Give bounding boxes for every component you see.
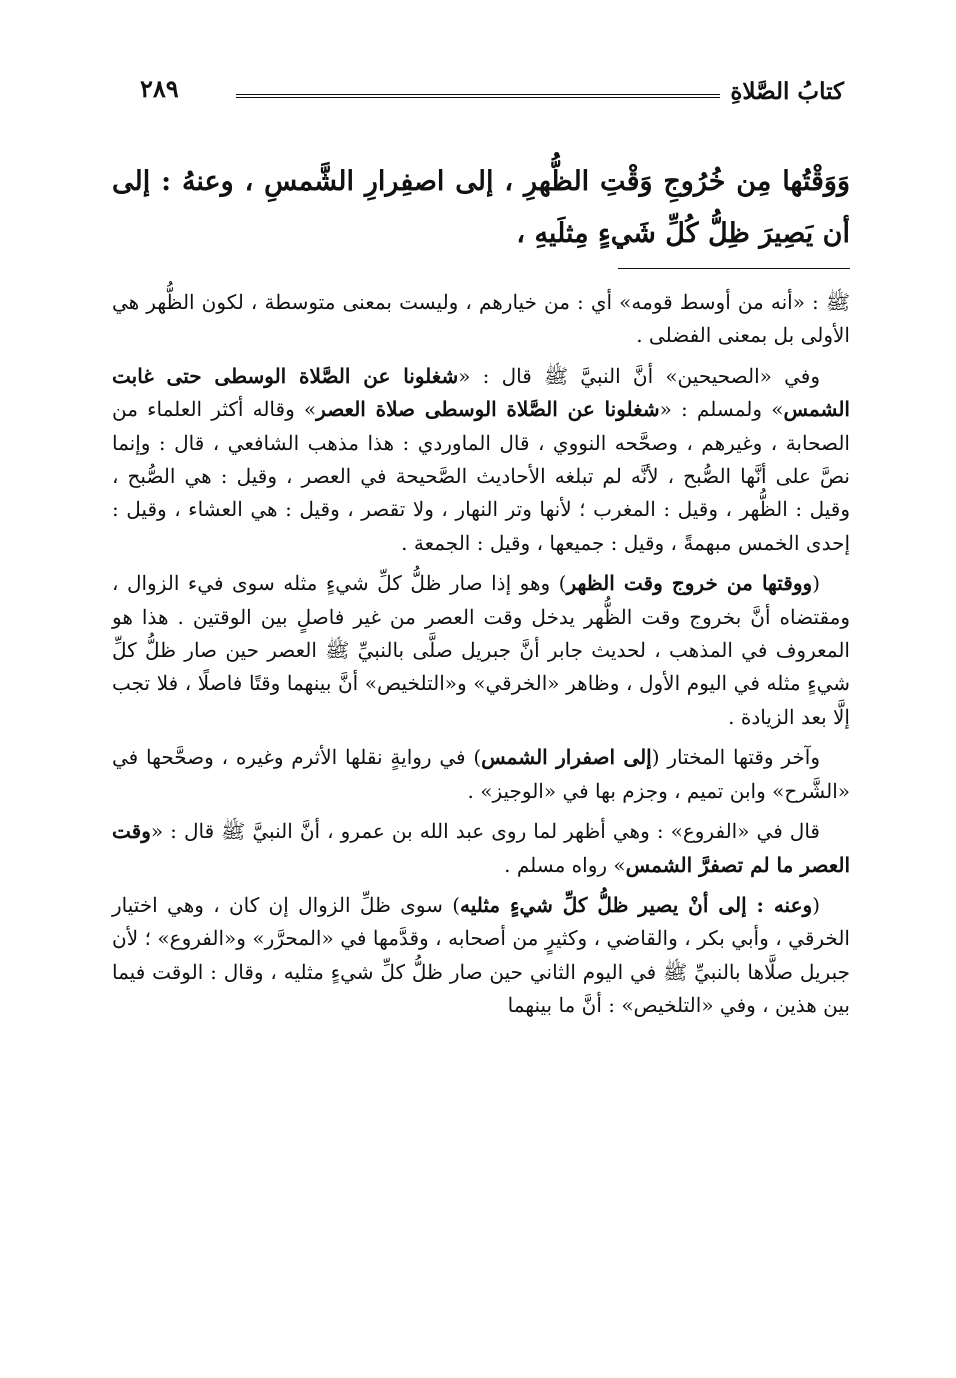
paragraph-4-text-a: وآخر وقتها المختار ( (651, 745, 820, 770)
paragraph-5-text-c: » رواه مسلم . (504, 852, 626, 877)
paragraph-3-text-c: ) وهو إذا صار ظلُّ كلِّ شيءٍ مثله سوى فيء الزوال ، ومقتضاه أنَّ بخروج وقت الظُّهر يدخل وقت العصر من غير فاصلٍ بين الوقتين . هذا هو المعروف في المذهب ، لحديث جابر أنَّ جبريل صلَّى بالنبيِّ ﷺ العصر حين صار ظلُّ كلِّ شيءٍ مثله في اليوم الأول ، وظاهر «الخرقي» و«التلخيص» أنَّ بينهما وقتًا فاصلًا ، فلا تجب إلَّا بعد الزيادة . (112, 571, 850, 729)
paragraph-1-text: ﷺ : «أنه من أوسط قومه» أي : من خيارهم ، وليست بمعنى متوسطة ، لكون الظُّهر هي الأولى بل بمعنى الفضلى . (112, 290, 850, 348)
paragraph-3 (112, 567, 850, 734)
paragraph-2-text-e: » وقاله أكثر العلماء من الصحابة ، وغيرهم ، وصحَّحه النووي ، قال الماوردي : هذا مذهب الشافعي ، قال : وإنما نصَّ على أنَّها الصُّبح ، لأنَّه لم تبلغه الأحاديث الصَّحيحة في العصر ، وقيل : هي الصُّبح ، وقيل : الظُّهر ، وقيل : المغرب ؛ لأنها وتر النهار ، ولا تقصر ، وقيل : هي العشاء ، وقيل : إحدى الخمس مبهمةً ، وقيل : جميعها ، وقيل : الجمعة . (112, 397, 851, 555)
running-header-title: كتابُ الصَّلاةِ (730, 78, 844, 105)
matn-line-1: وَوَقْتُها مِن خُرُوجِ وَقْتِ الظُّهرِ ، إلى اصفِرارِ الشَّمسِ ، وعنهُ : إلى أن (112, 166, 850, 249)
matn-line-2: يَصِيرَ ظِلُّ كُلِّ شَيءٍ مِثلَيهِ ، (516, 218, 814, 249)
paragraph-1 (112, 286, 850, 353)
paragraph-2-hadith-1: شغلونا عن الصَّلاة الوسطى حتى غابت الشمس (112, 363, 850, 422)
paragraph-2-text-a: وفي «الصحيحين» أنَّ النبيَّ ﷺ قال : « (458, 363, 820, 388)
paragraph-2-text-c: » ولمسلم : « (659, 397, 784, 422)
matn-text (112, 156, 850, 260)
paragraph-4-matn-quote: إلى اصفرار الشمس (481, 745, 652, 770)
paragraph-4 (112, 741, 850, 808)
page-number: ٢٨٩ (140, 74, 179, 103)
paragraph-6 (112, 889, 850, 1023)
paragraph-5-hadith: وقت العصر ما لم تصفرَّ الشمس (112, 819, 850, 877)
commentary-text (112, 286, 850, 1030)
footnote-separator-rule (618, 268, 850, 269)
paragraph-6-text-a: ( (812, 892, 820, 917)
paragraph-6-matn-quote: وعنه : إلى أنْ يصير ظلُّ كلِّ شيءٍ مثليه (460, 892, 813, 917)
paragraph-3-text-a: ( (812, 571, 820, 596)
paragraph-3-matn-quote: ووقتها من خروج وقت الظهر (566, 571, 813, 596)
header-rule (236, 94, 720, 98)
paragraph-4-text-c: ) في روايةٍ نقلها الأثرم وغيره ، وصحَّحها في «الشَّرح» وابن تميم ، وجزم بها في «الوجيز» . (112, 745, 850, 803)
paragraph-2-hadith-2: شغلونا عن الصَّلاة الوسطى صلاة العصر (316, 397, 660, 422)
paragraph-2 (112, 360, 850, 560)
paragraph-5 (112, 815, 850, 882)
paragraph-6-text-c: ) سوى ظلِّ الزوال إن كان ، وهي اختيار الخرقي ، وأبي بكر ، والقاضي ، وكثيرٍ من أصحابه ، وقدَّمها في «المحرَّر» و«الفروع» ؛ لأن جبريل صلَّاها بالنبيِّ ﷺ في اليوم الثاني حين صار ظلُّ كلِّ شيءٍ مثليه ، وقال : الوقت فيما بين هذين ، وفي «التلخيص» : أنَّ ما بينهما (112, 892, 850, 1018)
paragraph-5-text-a: قال في «الفروع» : وهي أظهر لما روى عبد الله بن عمرو ، أنَّ النبيَّ ﷺ قال : « (150, 819, 820, 844)
